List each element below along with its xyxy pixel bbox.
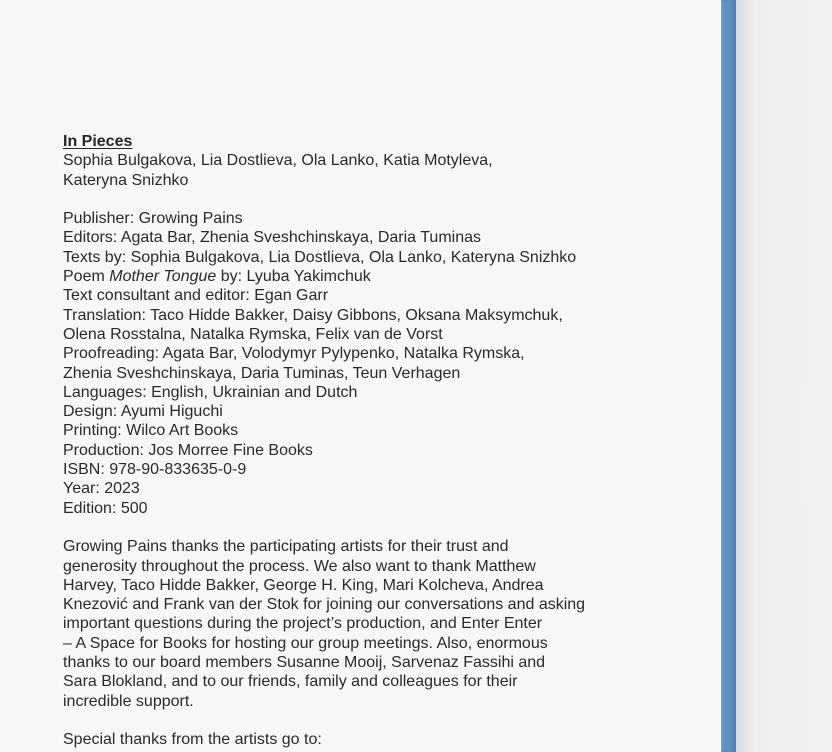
ack-line: – A Space for Books for hosting our group meetings. Also, enormous [63,634,548,652]
poem-suffix: by: Lyuba Yakimchuk [216,268,371,286]
publisher-line: Publisher: Growing Pains [63,210,243,228]
languages-line: Languages: English, Ukrainian and Dutch [63,383,358,401]
ack-line: Harvey, Taco Hidde Bakker, George H. King, Mari Kolcheva, Andrea [63,576,544,594]
background-surface [736,0,832,752]
year-line: Year: 2023 [63,480,140,498]
design-line: Design: Ayumi Higuchi [63,403,223,421]
proofreading-line-1: Proofreading: Agata Bar, Volodymyr Pylypenko, Natalka Rymska, [63,345,525,363]
texts-by-line: Texts by: Sophia Bulgakova, Lia Dostlieva, Ola Lanko, Kateryna Snizhko [63,248,577,266]
ack-line: generosity throughout the process. We also want to thank Matthew [63,557,536,575]
ack-line: thanks to our board members Susanne Mooij, Sarvenaz Fassihi and [63,654,546,672]
book-title: In Pieces [63,133,133,150]
spacer [63,190,623,209]
authors-line-1: Sophia Bulgakova, Lia Dostlieva, Ola Lanko, Katia Motyleva, [63,152,493,170]
ack-line: Sara Blokland, and to our friends, family and colleagues for their [63,673,518,691]
edition-line: Edition: 500 [63,499,148,517]
ack-line: Knezović and Frank van der Stok for joining our conversations and asking [63,596,586,614]
proofreading-line-2: Zhenia Sveshchinskaya, Daria Tuminas, Teun Verhagen [63,364,461,382]
special-thanks-line: Special thanks from the artists go to: [63,731,322,749]
poem-line [63,267,623,286]
translation-line-2: Olena Rosstalna, Natalka Rymska, Felix van de Vorst [63,325,443,343]
spacer [63,711,623,730]
ack-line: Growing Pains thanks the participating artists for their trust and [63,538,509,556]
poem-prefix: Poem [63,268,110,286]
poem-title: Mother Tongue [109,268,217,286]
text-consultant-line: Text consultant and editor: Egan Garr [63,287,329,305]
ack-line: incredible support. [63,692,194,710]
printing-line: Printing: Wilco Art Books [63,422,239,440]
book-spine-edge [721,0,736,752]
isbn-line: ISBN: 978-90-833635-0-9 [63,461,247,479]
authors-line-2: Kateryna Snizhko [63,171,189,189]
translation-line-1: Translation: Taco Hidde Bakker, Daisy Gibbons, Oksana Maksymchuk, [63,306,563,324]
colophon-text [63,132,623,750]
spacer [63,518,623,537]
editors-line: Editors: Agata Bar, Zhenia Sveshchinskaya, Daria Tuminas [63,229,481,247]
production-line: Production: Jos Morree Fine Books [63,441,313,459]
acknowledgements-paragraph [63,537,623,711]
ack-line: important questions during the project’s production, and Enter Enter [63,615,543,633]
